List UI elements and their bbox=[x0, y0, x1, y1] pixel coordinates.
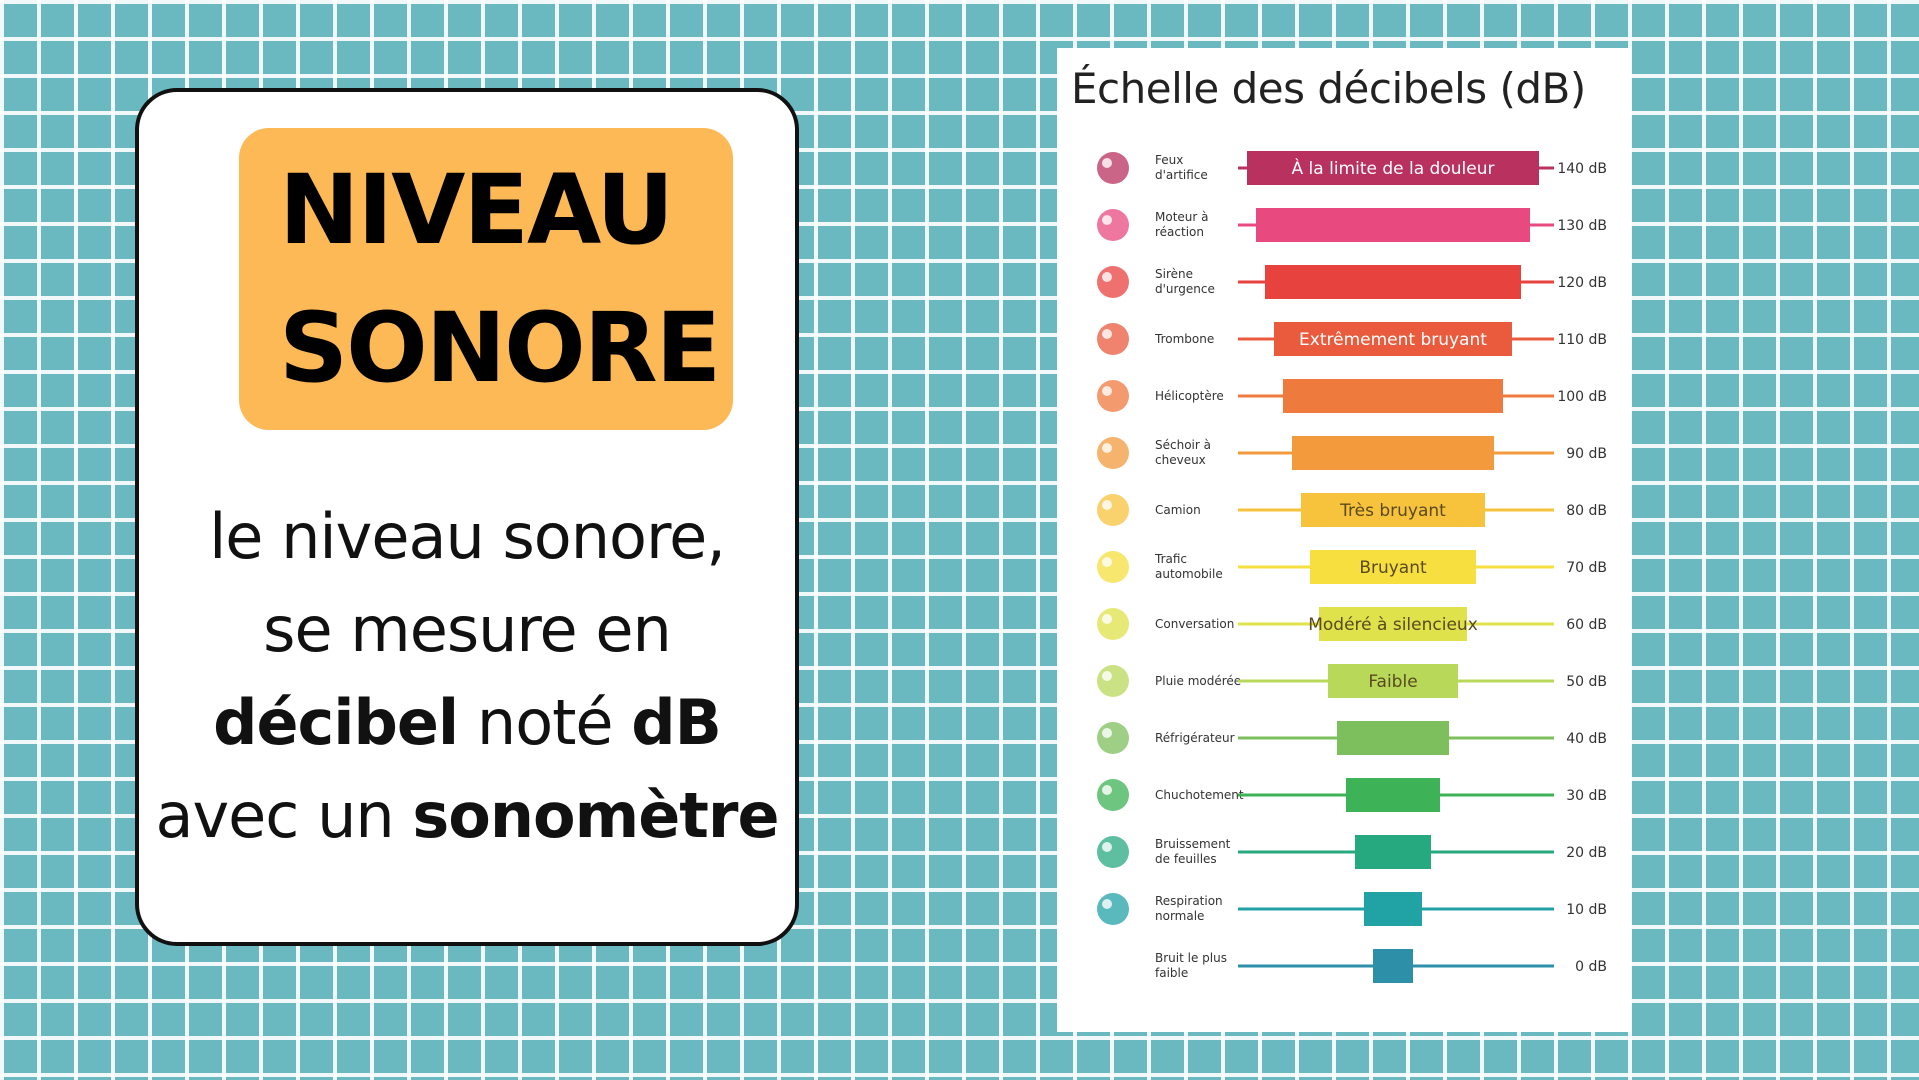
scale-row-120db bbox=[1097, 265, 1607, 299]
source-label-conversation-1: Conversation bbox=[1155, 617, 1235, 631]
helicopter-icon-highlight bbox=[1102, 386, 1112, 396]
db-value-label: 140 dB bbox=[1557, 161, 1607, 177]
lungs-icon-shape bbox=[1097, 893, 1129, 925]
source-label-moteur-a-reaction-2: réaction bbox=[1155, 225, 1204, 239]
airplane-icon bbox=[1097, 209, 1129, 241]
title-line-1: NIVEAU bbox=[279, 154, 673, 266]
scale-row-130db bbox=[1097, 208, 1607, 242]
level-label: À la limite de la douleur bbox=[1291, 159, 1495, 179]
level-label: Extrêmement bruyant bbox=[1299, 330, 1487, 350]
desc-mid-text: noté bbox=[458, 686, 632, 759]
source-label-respiration-normale-1: Respiration bbox=[1155, 894, 1223, 908]
level-bar bbox=[1292, 436, 1494, 470]
desc-line-4 bbox=[139, 769, 795, 862]
source-label-sechoir-a-cheveux-2: cheveux bbox=[1155, 453, 1206, 467]
source-label-sirene-d-urgence-1: Sirène bbox=[1155, 267, 1193, 281]
car-icon-shape bbox=[1097, 551, 1129, 583]
db-value-label: 90 dB bbox=[1566, 446, 1607, 462]
source-label-bruissement-de-feuilles-2: de feuilles bbox=[1155, 852, 1217, 866]
helicopter-icon bbox=[1097, 380, 1129, 412]
airplane-icon-highlight bbox=[1102, 215, 1112, 225]
level-bar bbox=[1346, 778, 1440, 812]
source-label-respiration-normale-2: normale bbox=[1155, 909, 1205, 923]
helicopter-icon-shape bbox=[1097, 380, 1129, 412]
trombone-player-icon-highlight bbox=[1102, 329, 1112, 339]
level-label: Très bruyant bbox=[1340, 501, 1446, 521]
scale-row-60db bbox=[1097, 607, 1607, 641]
trombone-player-icon-shape bbox=[1097, 323, 1129, 355]
police-car-icon-highlight bbox=[1102, 272, 1112, 282]
leaves-icon-shape bbox=[1097, 836, 1129, 868]
db-value-label: 20 dB bbox=[1566, 845, 1607, 861]
scale-row-90db bbox=[1097, 436, 1607, 470]
scale-row-40db bbox=[1097, 721, 1607, 755]
lungs-icon-highlight bbox=[1102, 899, 1112, 909]
truck-icon-shape bbox=[1097, 494, 1129, 526]
desc-line-3 bbox=[139, 676, 795, 769]
police-car-icon bbox=[1097, 266, 1129, 298]
scale-title: Échelle des décibels (dB) bbox=[1071, 64, 1586, 113]
level-label: Bruyant bbox=[1359, 558, 1427, 578]
source-label-moteur-a-reaction-1: Moteur à bbox=[1155, 210, 1209, 224]
level-bar bbox=[1373, 949, 1413, 983]
desc-line-1: le niveau sonore, bbox=[209, 500, 725, 573]
fridge-icon bbox=[1097, 722, 1129, 754]
umbrella-icon bbox=[1097, 665, 1129, 697]
trombone-player-icon bbox=[1097, 323, 1129, 355]
level-bar bbox=[1283, 379, 1503, 413]
source-label-sirene-d-urgence-2: d'urgence bbox=[1155, 282, 1215, 296]
level-bar bbox=[1355, 835, 1431, 869]
conversation-icon-highlight bbox=[1102, 614, 1112, 624]
scale-row-10db bbox=[1097, 892, 1607, 926]
hair-dryer-icon-highlight bbox=[1102, 443, 1112, 453]
source-label-trafic-automobile-1: Trafic bbox=[1155, 552, 1188, 566]
info-card bbox=[135, 88, 799, 946]
source-label-bruit-le-plus-faible-1: Bruit le plus bbox=[1155, 951, 1227, 965]
fireworks-icon-shape bbox=[1097, 152, 1129, 184]
leaves-icon-highlight bbox=[1102, 842, 1112, 852]
scale-row-0db bbox=[1155, 949, 1607, 983]
umbrella-icon-shape bbox=[1097, 665, 1129, 697]
scale-row-110db bbox=[1097, 322, 1607, 356]
db-value-label: 70 dB bbox=[1566, 560, 1607, 576]
level-bar bbox=[1364, 892, 1422, 926]
fridge-icon-highlight bbox=[1102, 728, 1112, 738]
whisper-icon-highlight bbox=[1102, 785, 1112, 795]
conversation-icon bbox=[1097, 608, 1129, 640]
level-bar bbox=[1256, 208, 1530, 242]
scale-row-100db bbox=[1097, 379, 1607, 413]
whisper-icon-shape bbox=[1097, 779, 1129, 811]
desc-line-2: se mesure en bbox=[263, 593, 671, 666]
db-value-label: 100 dB bbox=[1557, 389, 1607, 405]
source-label-bruissement-de-feuilles-1: Bruissement bbox=[1155, 837, 1231, 851]
fridge-icon-shape bbox=[1097, 722, 1129, 754]
source-label-pluie-moderee-1: Pluie modérée bbox=[1155, 674, 1242, 688]
source-label-trombone-1: Trombone bbox=[1155, 332, 1215, 346]
lungs-icon bbox=[1097, 893, 1129, 925]
db-value-label: 110 dB bbox=[1557, 332, 1607, 348]
police-car-icon-shape bbox=[1097, 266, 1129, 298]
source-label-camion-1: Camion bbox=[1155, 503, 1201, 517]
truck-icon-highlight bbox=[1102, 500, 1112, 510]
source-label-feux-d-artifice-2: d'artifice bbox=[1155, 168, 1208, 182]
source-label-helicoptere-1: Hélicoptère bbox=[1155, 389, 1224, 403]
scale-row-30db bbox=[1097, 778, 1607, 812]
level-bar bbox=[1337, 721, 1449, 755]
scale-row-140db bbox=[1097, 151, 1607, 185]
db-value-label: 60 dB bbox=[1566, 617, 1607, 633]
airplane-icon-shape bbox=[1097, 209, 1129, 241]
description bbox=[139, 490, 795, 862]
leaves-icon bbox=[1097, 836, 1129, 868]
db-value-label: 80 dB bbox=[1566, 503, 1607, 519]
fireworks-icon-highlight bbox=[1102, 158, 1112, 168]
umbrella-icon-highlight bbox=[1102, 671, 1112, 681]
db-value-label: 10 dB bbox=[1566, 902, 1607, 918]
car-icon bbox=[1097, 551, 1129, 583]
decibel-scale-panel bbox=[1057, 48, 1631, 1032]
truck-icon bbox=[1097, 494, 1129, 526]
source-label-trafic-automobile-2: automobile bbox=[1155, 567, 1223, 581]
title-box bbox=[239, 128, 733, 430]
fireworks-icon bbox=[1097, 152, 1129, 184]
scale-row-20db bbox=[1097, 835, 1607, 869]
title-line-2: SONORE bbox=[279, 292, 720, 404]
car-icon-highlight bbox=[1102, 557, 1112, 567]
desc-bold-decibel: décibel bbox=[213, 686, 459, 759]
desc-avec-un: avec un bbox=[155, 779, 413, 852]
source-label-refrigerateur-1: Réfrigérateur bbox=[1155, 731, 1235, 745]
db-value-label: 0 dB bbox=[1575, 959, 1607, 975]
db-value-label: 50 dB bbox=[1566, 674, 1607, 690]
db-value-label: 40 dB bbox=[1566, 731, 1607, 747]
level-bar bbox=[1265, 265, 1521, 299]
db-value-label: 120 dB bbox=[1557, 275, 1607, 291]
source-label-feux-d-artifice-1: Feux bbox=[1155, 153, 1184, 167]
scale-row-80db bbox=[1097, 493, 1607, 527]
source-label-chuchotement-1: Chuchotement bbox=[1155, 788, 1244, 802]
source-label-sechoir-a-cheveux-1: Séchoir à bbox=[1155, 438, 1211, 452]
scale-row-50db bbox=[1097, 664, 1607, 698]
whisper-icon bbox=[1097, 779, 1129, 811]
desc-bold-db: dB bbox=[631, 686, 721, 759]
source-label-bruit-le-plus-faible-2: faible bbox=[1155, 966, 1189, 980]
hair-dryer-icon-shape bbox=[1097, 437, 1129, 469]
db-value-label: 130 dB bbox=[1557, 218, 1607, 234]
scale-row-70db bbox=[1097, 550, 1607, 584]
db-value-label: 30 dB bbox=[1566, 788, 1607, 804]
hair-dryer-icon bbox=[1097, 437, 1129, 469]
level-label: Modéré à silencieux bbox=[1308, 615, 1478, 635]
level-label: Faible bbox=[1368, 672, 1418, 692]
conversation-icon-shape bbox=[1097, 608, 1129, 640]
desc-bold-sonometre: sonomètre bbox=[412, 779, 779, 852]
decibel-scale-chart bbox=[1057, 48, 1631, 1032]
